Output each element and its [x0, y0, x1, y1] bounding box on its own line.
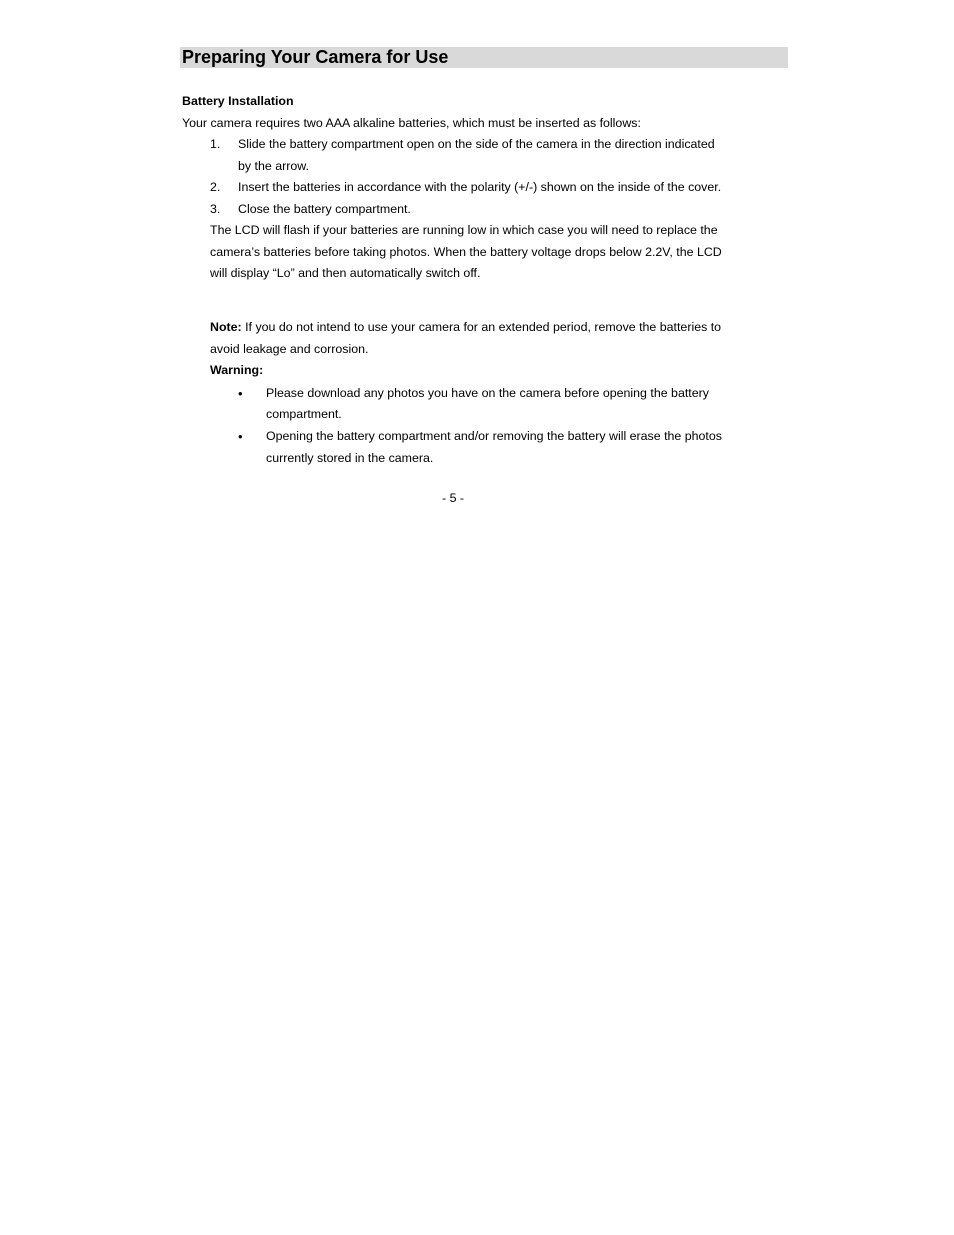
note-text: If you do not intend to use your camera for an extended period, remove the batteries to	[241, 320, 722, 334]
subsection-title: Battery Installation	[182, 94, 294, 108]
note-line	[210, 320, 721, 335]
note-text: avoid leakage and corrosion.	[210, 342, 369, 356]
page-number: - 5 -	[442, 491, 465, 505]
warning-item-text: currently stored in the camera.	[266, 451, 434, 465]
step-text: Slide the battery compartment open on the side of the camera in the direction indicated	[238, 137, 715, 151]
warning-item-text: compartment.	[266, 407, 342, 421]
lcd-paragraph-line: camera’s batteries before taking photos. When the battery voltage drops below 2.2V, the LCD	[210, 245, 722, 259]
step-number: 1.	[210, 137, 221, 151]
lcd-paragraph-line: The LCD will flash if your batteries are running low in which case you will need to replace the	[210, 223, 718, 237]
step-text: Close the battery compartment.	[238, 202, 411, 216]
intro-text: Your camera requires two AAA alkaline batteries, which must be inserted as follows:	[182, 116, 641, 130]
note-label: Note:	[210, 320, 242, 334]
section-heading-bar	[180, 47, 788, 68]
warning-item-text: Please download any photos you have on the camera before opening the battery	[266, 386, 709, 400]
step-number: 3.	[210, 202, 221, 216]
step-text: Insert the batteries in accordance with the polarity (+/-) shown on the inside of the cover.	[238, 180, 722, 194]
page-title: Preparing Your Camera for Use	[182, 47, 449, 67]
bullet-icon: •	[238, 386, 243, 401]
warning-label: Warning:	[210, 363, 264, 377]
step-number: 2.	[210, 180, 221, 194]
lcd-paragraph-line: will display “Lo” and then automatically switch off.	[210, 266, 481, 280]
bullet-icon: •	[238, 429, 243, 444]
step-text: by the arrow.	[238, 159, 309, 173]
warning-item-text: Opening the battery compartment and/or removing the battery will erase the photos	[266, 429, 722, 443]
